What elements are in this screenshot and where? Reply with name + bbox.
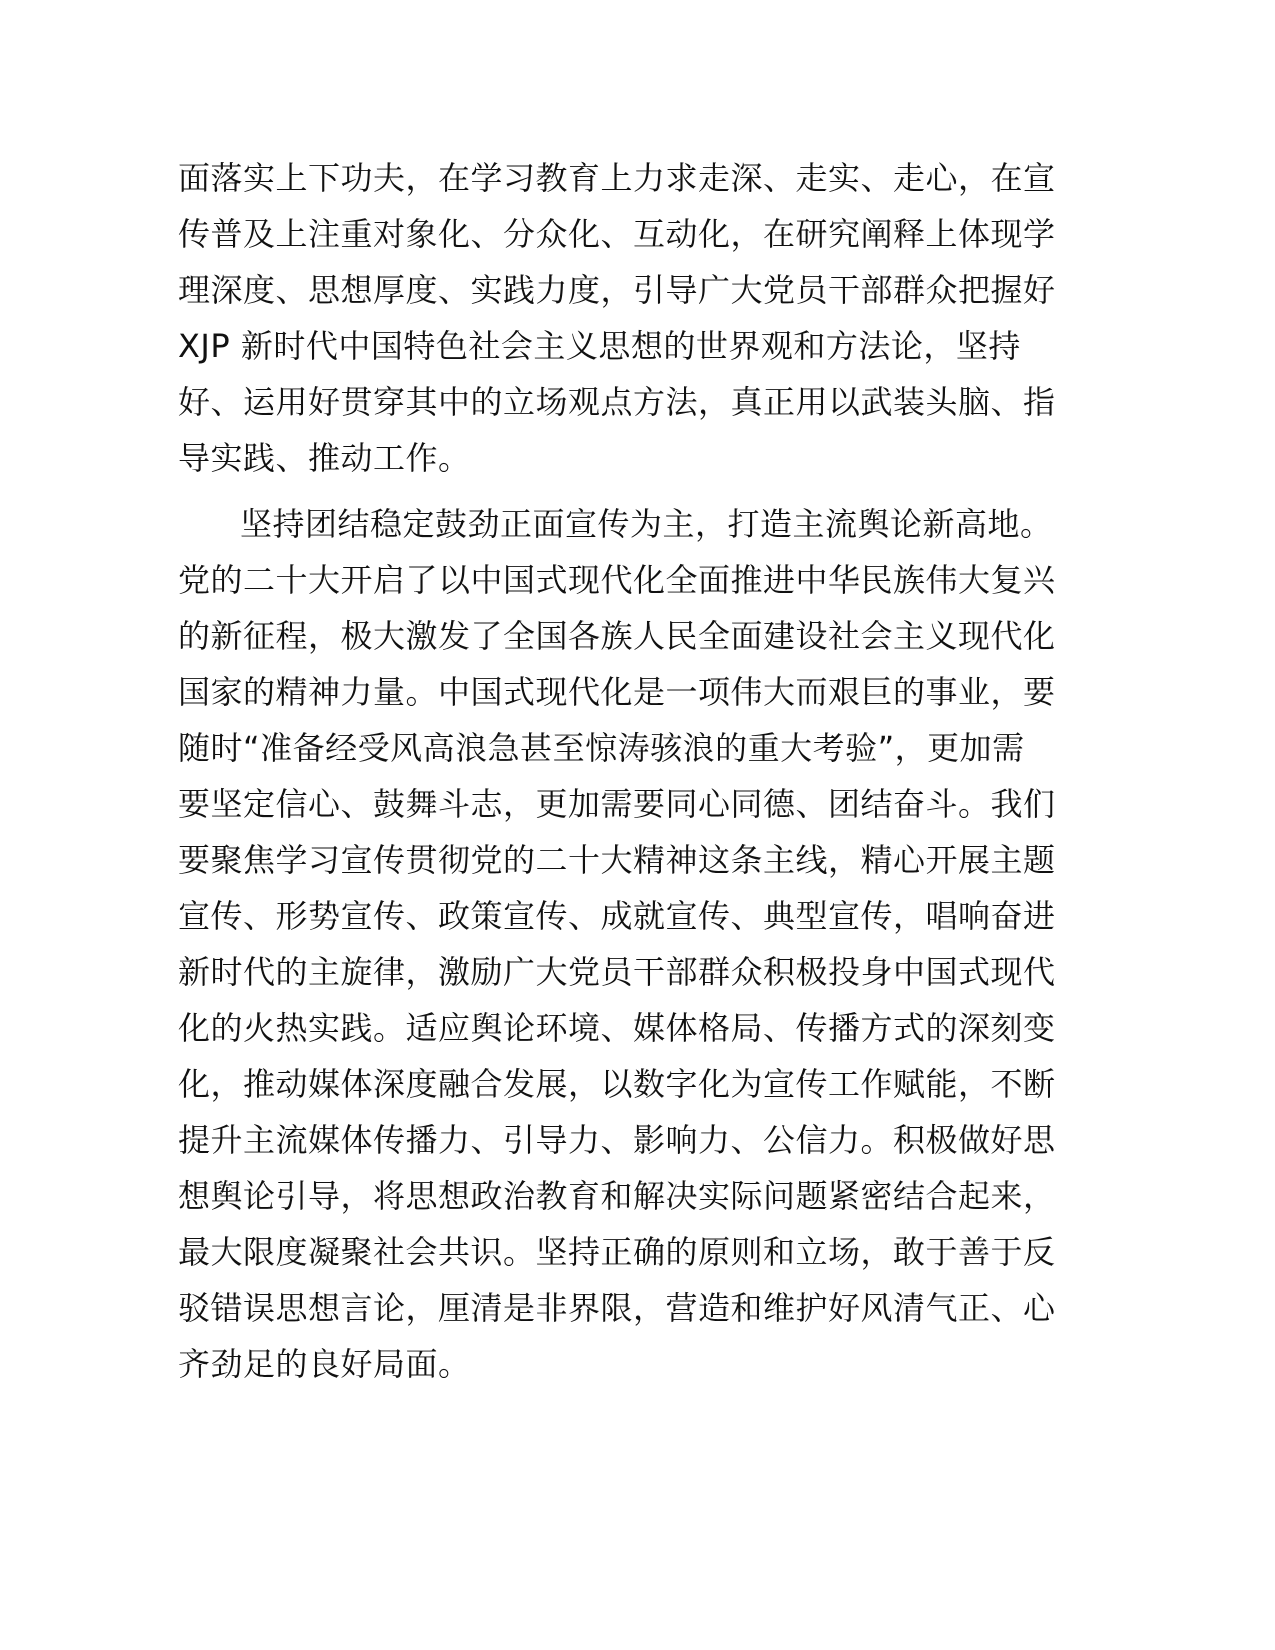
text-line: 最大限度凝聚社会共识。坚持正确的原则和立场，敢于善于反 bbox=[178, 1233, 1056, 1271]
text-line: 化的火热实践。适应舆论环境、媒体格局、传播方式的深刻变 bbox=[178, 1009, 1056, 1047]
text-line: 提升主流媒体传播力、引导力、影响力、公信力。积极做好思 bbox=[178, 1121, 1056, 1159]
text-line: 导实践、推动工作。 bbox=[178, 439, 471, 477]
text-line: 面落实上下功夫，在学习教育上力求走深、走实、走心，在宣 bbox=[178, 159, 1056, 197]
text-line: 的新征程，极大激发了全国各族人民全面建设社会主义现代化 bbox=[178, 617, 1056, 655]
text-line: 化，推动媒体深度融合发展，以数字化为宣传工作赋能，不断 bbox=[178, 1065, 1056, 1103]
text-line: 好、运用好贯穿其中的立场观点方法，真正用以武装头脑、指 bbox=[178, 383, 1056, 421]
text-line: 传普及上注重对象化、分众化、互动化，在研究阐释上体现学 bbox=[178, 215, 1056, 253]
text-line: 要坚定信心、鼓舞斗志，更加需要同心同德、团结奋斗。我们 bbox=[178, 785, 1056, 823]
text-line: 国家的精神力量。中国式现代化是一项伟大而艰巨的事业，要 bbox=[178, 673, 1056, 711]
text-line: 想舆论引导，将思想政治教育和解决实际问题紧密结合起来， bbox=[178, 1177, 1056, 1215]
text-line: 宣传、形势宣传、政策宣传、成就宣传、典型宣传，唱响奋进 bbox=[178, 897, 1056, 935]
text-line: 随时“准备经受风高浪急甚至惊涛骇浪的重大考验”，更加需 bbox=[178, 729, 1025, 767]
text-line: 驳错误思想言论，厘清是非界限，营造和维护好风清气正、心 bbox=[178, 1289, 1056, 1327]
text-line: 理深度、思想厚度、实践力度，引导广大党员干部群众把握好 bbox=[178, 271, 1056, 309]
paragraph-heading-line: 坚持团结稳定鼓劲正面宣传为主，打造主流舆论新高地。 bbox=[240, 505, 1053, 543]
text-line: 齐劲足的良好局面。 bbox=[178, 1345, 471, 1383]
text-line: XJP 新时代中国特色社会主义思想的世界观和方法论，坚持 bbox=[178, 327, 1021, 365]
text-line: 要聚焦学习宣传贯彻党的二十大精神这条主线，精心开展主题 bbox=[178, 841, 1056, 879]
text-line: 党的二十大开启了以中国式现代化全面推进中华民族伟大复兴 bbox=[178, 561, 1056, 599]
text-line: 新时代的主旋律，激励广大党员干部群众积极投身中国式现代 bbox=[178, 953, 1056, 991]
